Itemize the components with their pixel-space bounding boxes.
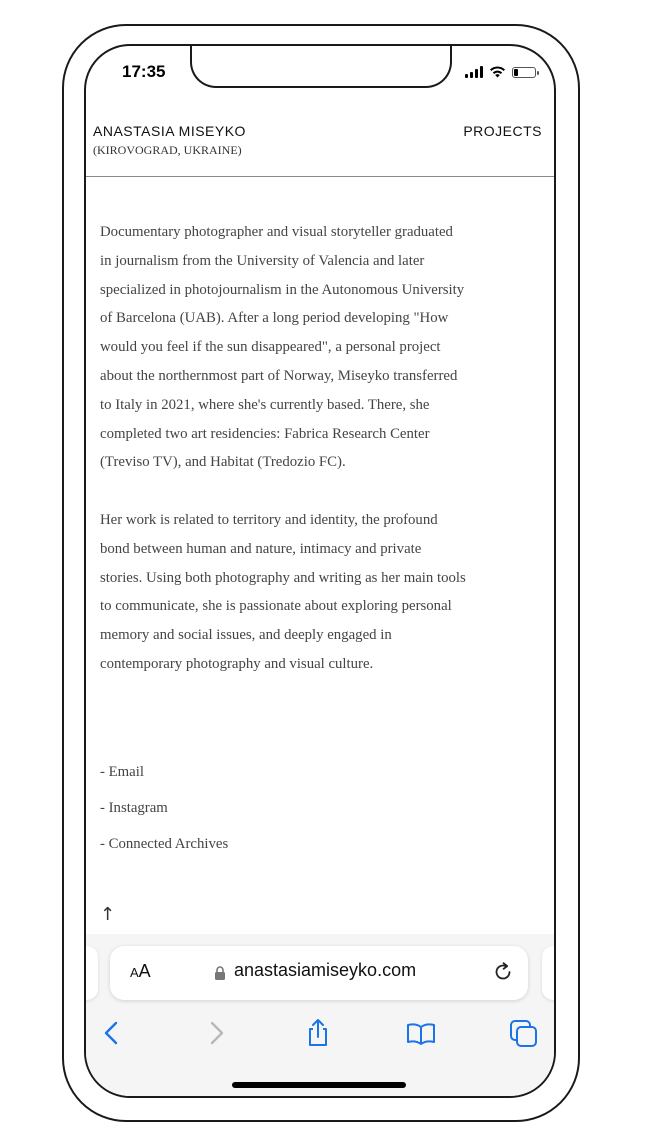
wifi-icon: [489, 66, 506, 78]
contact-links: [100, 764, 228, 872]
bio-line: specialized in photojournalism in the Autonomous University: [100, 281, 465, 298]
status-icons: [465, 66, 536, 78]
bio-line: (Treviso TV), and Habitat (Tredozio FC).: [100, 454, 346, 471]
site-header: [86, 110, 554, 177]
bio-line: about the northernmost part of Norway, Miseyko transferred: [100, 367, 458, 384]
aa-small-letter: A: [130, 965, 139, 980]
phone-screen: [84, 44, 556, 1098]
bio-line: to Italy in 2021, where she's currently based. There, she: [100, 396, 430, 413]
connected-archives-link[interactable]: - Connected Archives: [100, 836, 229, 852]
address-bar[interactable]: [110, 946, 528, 1000]
forward-icon[interactable]: [201, 1018, 231, 1048]
notch: [190, 44, 452, 88]
back-icon[interactable]: [97, 1018, 127, 1048]
battery-icon: [512, 67, 536, 78]
site-title[interactable]: ANASTASIA MISEYKO: [93, 123, 246, 139]
bio-line: stories. Using both photography and writing as her main tools: [100, 569, 466, 586]
bio-line: in journalism from the University of Valencia and later: [100, 252, 425, 269]
bio-line: Her work is related to territory and identity, the profound: [100, 511, 438, 528]
instagram-link[interactable]: - Instagram: [100, 800, 168, 816]
bio-line: completed two art residencies: Fabrica Research Center: [100, 425, 430, 442]
tabs-icon[interactable]: [509, 1018, 539, 1048]
site-location: (KIROVOGRAD, UKRAINE): [93, 143, 242, 157]
status-time: 17:35: [122, 62, 166, 81]
reload-icon[interactable]: [492, 961, 514, 983]
projects-link[interactable]: PROJECTS: [463, 123, 542, 139]
bio-line: bond between human and nature, intimacy and private: [100, 540, 422, 557]
email-link[interactable]: - Email: [100, 764, 144, 780]
bio-line: memory and social issues, and deeply engaged in: [100, 627, 392, 644]
bio-line: contemporary photography and visual culture.: [100, 655, 374, 672]
bookmarks-icon[interactable]: [406, 1018, 436, 1048]
next-tab-peek[interactable]: [542, 946, 556, 1000]
bio-paragraph-2: [100, 506, 540, 679]
previous-tab-peek[interactable]: [84, 946, 98, 1000]
bio-text: [100, 218, 540, 679]
safari-bottom-bar: [86, 934, 554, 1098]
bio-line: would you feel if the sun disappeared", a personal project: [100, 339, 441, 356]
bio-line: Documentary photographer and visual storyteller graduated: [100, 224, 453, 240]
bio-paragraph-1: [100, 218, 540, 477]
safari-toolbar: [86, 1012, 554, 1056]
lock-icon: [214, 966, 226, 980]
url-text[interactable]: anastasiamiseyko.com: [234, 960, 417, 980]
aa-big-letter: A: [138, 961, 151, 981]
share-icon[interactable]: [303, 1018, 333, 1048]
cellular-signal-icon: [465, 66, 483, 78]
home-indicator[interactable]: [232, 1082, 406, 1088]
bio-line: of Barcelona (UAB). After a long period developing "How: [100, 310, 449, 327]
reader-settings-button[interactable]: [130, 961, 151, 982]
bio-line: to communicate, she is passionate about exploring personal: [100, 598, 452, 615]
back-to-top-arrow-icon[interactable]: ↑: [100, 904, 116, 925]
